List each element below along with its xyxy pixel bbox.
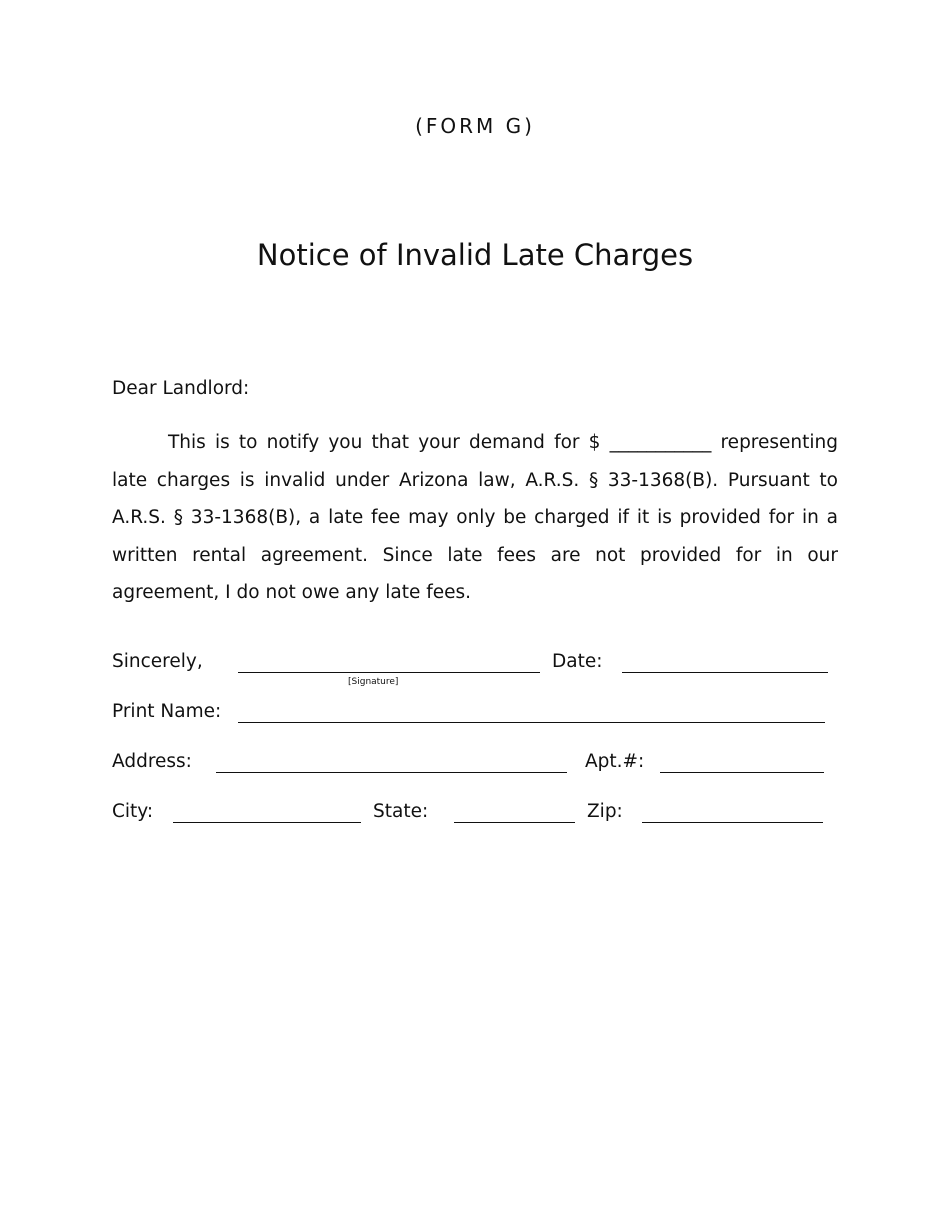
print-name-field[interactable] xyxy=(238,722,825,723)
city-label: City: xyxy=(112,801,154,822)
salutation: Dear Landlord: xyxy=(112,378,250,399)
address-field[interactable] xyxy=(216,772,567,773)
apt-field[interactable] xyxy=(660,772,824,773)
sincerely-label: Sincerely, xyxy=(112,651,203,672)
signature-caption: [Signature] xyxy=(348,677,399,687)
body-paragraph xyxy=(112,424,838,612)
address-label: Address: xyxy=(112,751,192,772)
state-field[interactable] xyxy=(454,822,575,823)
body-line: agreement, I do not owe any late fees. xyxy=(112,582,472,603)
form-label: (FORM G) xyxy=(415,114,535,138)
city-field[interactable] xyxy=(173,822,361,823)
signature-field[interactable] xyxy=(238,672,540,673)
state-label: State: xyxy=(373,801,429,822)
body-line: written rental agreement. Since late fees are not provided for in our xyxy=(112,544,838,566)
body-line: This is to notify you that your demand for $ ___________ representing xyxy=(168,432,838,453)
body-line: A.R.S. § 33-1368(B), a late fee may only be charged if it is provided for in a xyxy=(112,507,838,528)
date-field[interactable] xyxy=(622,672,828,673)
apt-label: Apt.#: xyxy=(585,751,645,772)
page-title: Notice of Invalid Late Charges xyxy=(256,238,694,272)
body-line: late charges is invalid under Arizona law, A.R.S. § 33-1368(B). Pursuant to xyxy=(112,469,838,491)
zip-field[interactable] xyxy=(642,822,823,823)
print-name-label: Print Name: xyxy=(112,701,222,722)
date-label: Date: xyxy=(552,651,603,672)
zip-label: Zip: xyxy=(587,801,623,822)
